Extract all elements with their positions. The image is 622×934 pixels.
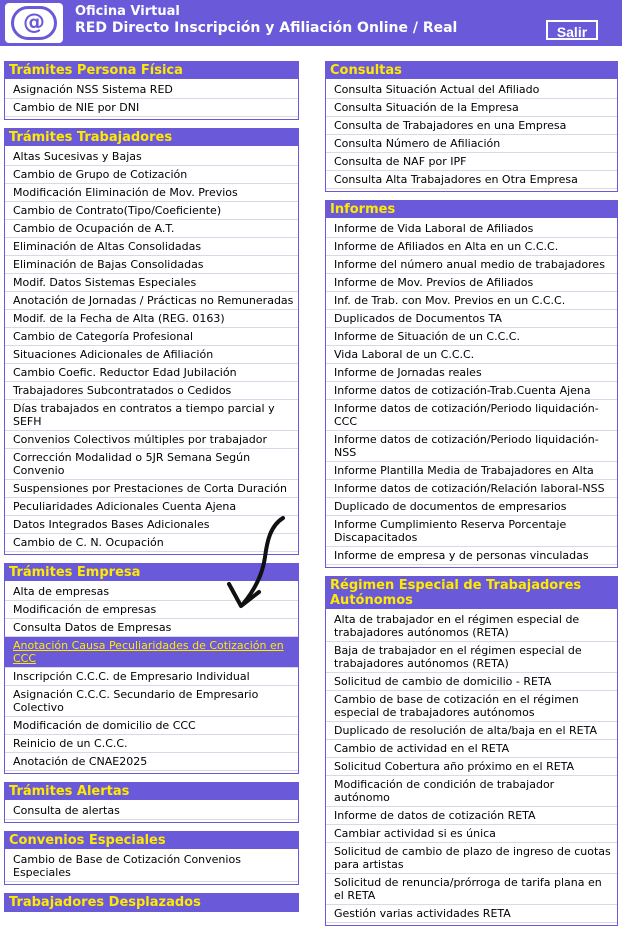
salir-button[interactable]: Salir bbox=[546, 20, 598, 40]
menu-link[interactable]: Informe de empresa y de personas vinculadas bbox=[326, 547, 617, 565]
section-title: Trámites Alertas bbox=[5, 783, 298, 800]
section-list bbox=[5, 849, 298, 884]
menu-link[interactable]: Asignación C.C.C. Secundario de Empresario Colectivo bbox=[5, 686, 298, 717]
section-title: Consultas bbox=[326, 62, 617, 79]
menu-link[interactable]: Anotación de CNAE2025 bbox=[5, 753, 298, 771]
section-title: Trámites Empresa bbox=[5, 564, 298, 581]
menu-link[interactable]: Cambio de Base de Cotización Convenios Especiales bbox=[5, 851, 298, 882]
menu-link[interactable]: Asignación NSS Sistema RED bbox=[5, 81, 298, 99]
menu-link[interactable]: Eliminación de Bajas Consolidadas bbox=[5, 256, 298, 274]
menu-link[interactable]: Suspensiones por Prestaciones de Corta Duración bbox=[5, 480, 298, 498]
section-trabajadores-desplazados bbox=[4, 893, 299, 912]
menu-link[interactable]: Informe de Afiliados en Alta en un C.C.C. bbox=[326, 238, 617, 256]
menu-link[interactable]: Cambio de Ocupación de A.T. bbox=[5, 220, 298, 238]
menu-link[interactable]: Modif. Datos Sistemas Especiales bbox=[5, 274, 298, 292]
menu-link[interactable]: Informe de Mov. Previos de Afiliados bbox=[326, 274, 617, 292]
section-tramites-alertas bbox=[4, 782, 299, 823]
section-list bbox=[326, 218, 617, 567]
section-tramites-trabajadores bbox=[4, 128, 299, 555]
menu-link[interactable]: Informe datos de cotización/Periodo liquidación-CCC bbox=[326, 400, 617, 431]
menu-link[interactable]: Eliminación de Altas Consolidadas bbox=[5, 238, 298, 256]
at-logo-icon: @ bbox=[11, 6, 57, 40]
left-column bbox=[4, 61, 299, 920]
menu-link[interactable]: Duplicados de Documentos TA bbox=[326, 310, 617, 328]
menu-link[interactable]: Baja de trabajador en el régimen especial de trabajadores autónomos (RETA) bbox=[326, 642, 617, 673]
menu-link[interactable]: Cambio de C. N. Ocupación bbox=[5, 534, 298, 552]
menu-link[interactable]: Consulta Alta Trabajadores en Otra Empresa bbox=[326, 171, 617, 189]
section-list bbox=[5, 146, 298, 554]
section-list bbox=[5, 79, 298, 119]
menu-link[interactable]: Altas Sucesivas y Bajas bbox=[5, 148, 298, 166]
section-title: Trabajadores Desplazados bbox=[5, 894, 298, 911]
section-title: Régimen Especial de Trabajadores Autónomos bbox=[326, 577, 617, 609]
section-list bbox=[5, 581, 298, 773]
menu-link[interactable]: Informe datos de cotización/Relación laboral-NSS bbox=[326, 480, 617, 498]
menu-link[interactable]: Consulta Datos de Empresas bbox=[5, 619, 298, 637]
section-title: Trámites Trabajadores bbox=[5, 129, 298, 146]
app-title: Oficina Virtual bbox=[75, 4, 180, 19]
section-informes bbox=[325, 200, 618, 568]
menu-link[interactable]: Anotación Causa Peculiaridades de Cotización en CCC bbox=[5, 637, 298, 668]
menu-link[interactable]: Cambio de actividad en el RETA bbox=[326, 740, 617, 758]
menu-link[interactable]: Días trabajados en contratos a tiempo parcial y SEFH bbox=[5, 400, 298, 431]
menu-link[interactable]: Reinicio de un C.C.C. bbox=[5, 735, 298, 753]
menu-link[interactable]: Trabajadores Subcontratados o Cedidos bbox=[5, 382, 298, 400]
section-title: Trámites Persona Física bbox=[5, 62, 298, 79]
menu-link[interactable]: Modificación de domicilio de CCC bbox=[5, 717, 298, 735]
menu-link[interactable]: Vida Laboral de un C.C.C. bbox=[326, 346, 617, 364]
menu-link[interactable]: Modif. de la Fecha de Alta (REG. 0163) bbox=[5, 310, 298, 328]
menu-link[interactable]: Consulta de NAF por IPF bbox=[326, 153, 617, 171]
menu-link[interactable]: Corrección Modalidad o 5JR Semana Según Convenio bbox=[5, 449, 298, 480]
section-title: Convenios Especiales bbox=[5, 832, 298, 849]
menu-link[interactable]: Inscripción C.C.C. de Empresario Individual bbox=[5, 668, 298, 686]
section-tramites-empresa bbox=[4, 563, 299, 774]
menu-link[interactable]: Consulta Número de Afiliación bbox=[326, 135, 617, 153]
menu-link[interactable]: Informe de Jornadas reales bbox=[326, 364, 617, 382]
menu-link[interactable]: Anotación de Jornadas / Prácticas no Remuneradas bbox=[5, 292, 298, 310]
section-tramites-persona-fisica bbox=[4, 61, 299, 120]
menu-link[interactable]: Situaciones Adicionales de Afiliación bbox=[5, 346, 298, 364]
section-list bbox=[5, 800, 298, 822]
menu-link[interactable]: Consulta de alertas bbox=[5, 802, 298, 820]
menu-link[interactable]: Modificación de empresas bbox=[5, 601, 298, 619]
menu-link[interactable]: Solicitud Cobertura año próximo en el RETA bbox=[326, 758, 617, 776]
menu-link[interactable]: Alta de trabajador en el régimen especial de trabajadores autónomos (RETA) bbox=[326, 611, 617, 642]
logo bbox=[5, 3, 63, 43]
menu-link[interactable]: Alta de empresas bbox=[5, 583, 298, 601]
menu-link[interactable]: Informe de datos de cotización RETA bbox=[326, 807, 617, 825]
section-list bbox=[326, 79, 617, 191]
right-column bbox=[325, 61, 618, 934]
menu-link[interactable]: Consulta de Trabajadores en una Empresa bbox=[326, 117, 617, 135]
menu-link[interactable]: Modificación Eliminación de Mov. Previos bbox=[5, 184, 298, 202]
menu-link[interactable]: Cambio Coefic. Reductor Edad Jubilación bbox=[5, 364, 298, 382]
menu-link[interactable]: Solicitud de cambio de plazo de ingreso de cuotas para artistas bbox=[326, 843, 617, 874]
menu-link[interactable]: Duplicado de documentos de empresarios bbox=[326, 498, 617, 516]
menu-link[interactable]: Inf. de Trab. con Mov. Previos en un C.C.C. bbox=[326, 292, 617, 310]
menu-link[interactable]: Cambio de Categoría Profesional bbox=[5, 328, 298, 346]
menu-link[interactable]: Datos Integrados Bases Adicionales bbox=[5, 516, 298, 534]
menu-link[interactable]: Informe de Situación de un C.C.C. bbox=[326, 328, 617, 346]
section-regimen-especial-de-trabajadores-autonomos bbox=[325, 576, 618, 926]
menu-link[interactable]: Gestión varias actividades RETA bbox=[326, 905, 617, 923]
menu-link[interactable]: Informe del número anual medio de trabajadores bbox=[326, 256, 617, 274]
menu-link[interactable]: Informe datos de cotización/Periodo liquidación-NSS bbox=[326, 431, 617, 462]
menu-link[interactable]: Duplicado de resolución de alta/baja en el RETA bbox=[326, 722, 617, 740]
section-consultas bbox=[325, 61, 618, 192]
menu-link[interactable]: Cambio de Grupo de Cotización bbox=[5, 166, 298, 184]
menu-link[interactable]: Informe datos de cotización-Trab.Cuenta Ajena bbox=[326, 382, 617, 400]
menu-link[interactable]: Informe de Vida Laboral de Afiliados bbox=[326, 220, 617, 238]
menu-link[interactable]: Consulta Situación Actual del Afiliado bbox=[326, 81, 617, 99]
menu-link[interactable]: Informe Cumplimiento Reserva Porcentaje Discapacitados bbox=[326, 516, 617, 547]
menu-link[interactable]: Solicitud de cambio de domicilio - RETA bbox=[326, 673, 617, 691]
app-subtitle: RED Directo Inscripción y Afiliación Online / Real bbox=[75, 20, 458, 36]
menu-link[interactable]: Informe Plantilla Media de Trabajadores en Alta bbox=[326, 462, 617, 480]
app-header bbox=[0, 0, 622, 46]
section-title: Informes bbox=[326, 201, 617, 218]
menu-link[interactable]: Cambiar actividad si es única bbox=[326, 825, 617, 843]
menu-link[interactable]: Cambio de NIE por DNI bbox=[5, 99, 298, 117]
menu-link[interactable]: Cambio de base de cotización en el régimen especial de trabajadores autónomos bbox=[326, 691, 617, 722]
menu-link[interactable]: Consulta Situación de la Empresa bbox=[326, 99, 617, 117]
menu-link[interactable]: Cambio de Contrato(Tipo/Coeficiente) bbox=[5, 202, 298, 220]
menu-link[interactable]: Solicitud de renuncia/prórroga de tarifa plana en el RETA bbox=[326, 874, 617, 905]
section-list bbox=[326, 609, 617, 925]
menu-link[interactable]: Convenios Colectivos múltiples por trabajador bbox=[5, 431, 298, 449]
menu-link[interactable]: Peculiaridades Adicionales Cuenta Ajena bbox=[5, 498, 298, 516]
menu-link[interactable]: Modificación de condición de trabajador autónomo bbox=[326, 776, 617, 807]
